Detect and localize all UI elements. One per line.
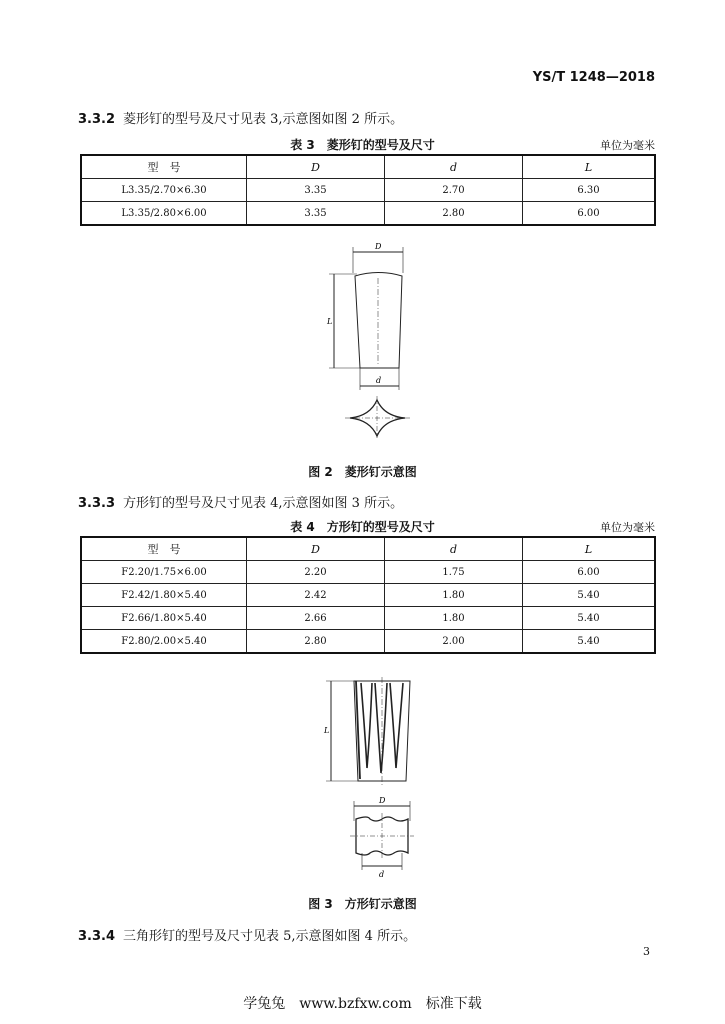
col-header-model: 型 号 [81,155,247,179]
cell-d: 1.75 [385,561,523,584]
figure3-diagram [318,673,418,878]
table3 [80,154,656,226]
section-3-3-4 [78,925,416,944]
label-D: D [375,242,382,251]
pin-body [355,273,402,369]
flute [390,683,403,768]
figure3-caption: 图 3 方形钉示意图 [308,897,417,911]
col-header-D: D [247,155,385,179]
table-row [81,630,655,654]
col-header-L: L [523,155,656,179]
figure2-diagram [315,238,425,438]
table3-unit: 单位为毫米 [600,139,655,152]
cell-d: 2.00 [385,630,523,654]
table4-caption: 表 4 方形钉的型号及尺寸 [290,520,435,534]
footer-watermark: 学兔兔 www.bzfxw.com 标准下载 [243,996,482,1012]
standard-code: YS/T 1248—2018 [532,70,655,85]
label-D: D [379,796,386,805]
label-L: L [327,317,333,326]
figure2-caption: 图 2 菱形钉示意图 [308,465,417,479]
table-header-row [81,155,655,179]
section-text: 方形钉的型号及尺寸见表 4,示意图如图 3 所示。 [123,496,404,511]
cell-d: 2.70 [385,179,523,202]
cell-D: 2.20 [247,561,385,584]
cell-model: L3.35/2.70×6.30 [81,179,247,202]
cell-D: 2.80 [247,630,385,654]
section-number: 3.3.2 [78,112,116,127]
table-row [81,202,655,226]
cell-L: 6.00 [523,561,656,584]
col-header-d: d [385,155,523,179]
table4 [80,536,656,654]
cell-model: F2.80/2.00×5.40 [81,630,247,654]
section-3-3-2 [78,108,403,127]
table-header-row [81,537,655,561]
col-header-L: L [523,537,656,561]
cell-L: 6.30 [523,179,656,202]
cell-d: 1.80 [385,584,523,607]
col-header-model: 型 号 [81,537,247,561]
flute [361,683,372,768]
cell-D: 3.35 [247,202,385,226]
section-number: 3.3.3 [78,496,116,511]
section-3-3-3 [78,492,403,511]
label-d: d [379,870,385,878]
label-L: L [324,726,330,735]
cell-d: 1.80 [385,607,523,630]
table-row [81,179,655,202]
cell-D: 2.42 [247,584,385,607]
cell-L: 5.40 [523,584,656,607]
cell-L: 6.00 [523,202,656,226]
cell-D: 2.66 [247,607,385,630]
cell-D: 3.35 [247,179,385,202]
label-d: d [376,376,382,385]
table4-unit: 单位为毫米 [600,521,655,534]
flute [375,683,387,773]
cell-L: 5.40 [523,607,656,630]
cell-L: 5.40 [523,630,656,654]
cell-model: F2.66/1.80×5.40 [81,607,247,630]
cell-model: L3.35/2.80×6.00 [81,202,247,226]
col-header-D: D [247,537,385,561]
section-text: 菱形钉的型号及尺寸见表 3,示意图如图 2 所示。 [123,112,404,127]
table-row [81,561,655,584]
cell-d: 2.80 [385,202,523,226]
cell-model: F2.20/1.75×6.00 [81,561,247,584]
col-header-d: d [385,537,523,561]
section-number: 3.3.4 [78,929,116,944]
section-text: 三角形钉的型号及尺寸见表 5,示意图如图 4 所示。 [123,929,417,944]
table-row [81,607,655,630]
table-row [81,584,655,607]
table3-caption: 表 3 菱形钉的型号及尺寸 [290,138,435,152]
page-number: 3 [643,945,650,958]
cell-model: F2.42/1.80×5.40 [81,584,247,607]
